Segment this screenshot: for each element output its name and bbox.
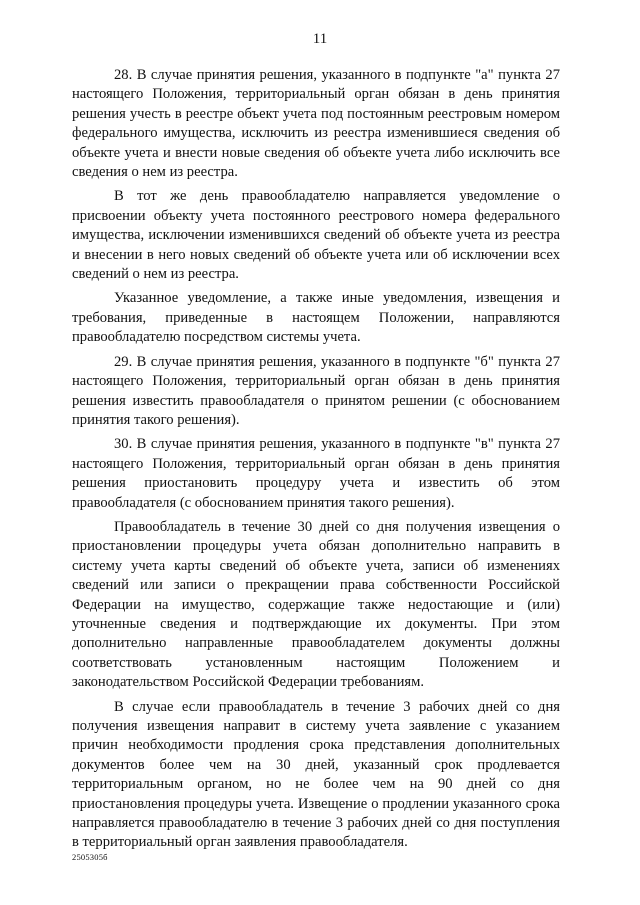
paragraph-30-days: Правообладатель в течение 30 дней со дня получения извещения о приостановлении процедуры учета обязан дополнительно направить в систему учета карты сведений об объекте учета, записи об изменениях сведений или записи о прекращении права собственности Российской Федерации на имущество, содержащие также недостающие и (или) уточненные сведения и подтверждающие их документы. При этом дополнительно направленные правообладателем документы должны соответствовать установленным настоящим Положением и законодательством Российской Федерации требованиям. — [72, 518, 560, 691]
paragraph-28: 28. В случае принятия решения, указанного в подпункте "а" пункта 27 настоящего Положения, территориальный орган обязан в день принятия решения учесть в реестре объект учета под постоянным реестровым номером федерального имущества, исключить из реестра изменившиеся сведения об объекте учета и внести новые сведения об объекте учета либо исключить все сведения о нем из реестра. — [72, 67, 560, 181]
paragraph-notification: В тот же день правообладателю направляется уведомление о присвоении объекту учета постоянного реестрового номера федерального имущества, исключении изменившихся сведений об объекте учета из реестра и внесении в него новых сведений об объекте учета или об исключении всех сведений о нем из реестра. — [72, 188, 560, 283]
paragraph-29: 29. В случае принятия решения, указанного в подпункте "б" пункта 27 настоящего Положения, территориальный орган обязан в день принятия решения известить правообладателя о принятом решении (с обоснованием принятия такого решения). — [72, 353, 560, 428]
paragraph-delivery: Указанное уведомление, а также иные уведомления, извещения и требования, приведенные в настоящем Положении, направляются правообладателю посредством системы учета. — [72, 290, 560, 346]
document-code: 2505305б — [72, 852, 108, 862]
paragraph-30: 30. В случае принятия решения, указанного в подпункте "в" пункта 27 настоящего Положения, территориальный орган обязан в день принятия решения приостановить процедуру учета и известить об этом правообладателя (с обоснованием принятия такого решения). — [72, 436, 560, 511]
document-body — [72, 66, 560, 858]
paragraph-extension: В случае если правообладатель в течение 3 рабочих дней со дня получения извещения направит в систему учета заявление с указанием причин необходимости продления срока представления дополнительных документов более чем на 30 дней, указанный срок продлевается территориальным органом, но не более чем на 90 дней со дня приостановления процедуры учета. Извещение о продлении указанного срока направляется правообладателю в течение 3 рабочих дней со дня поступления в территориальный орган заявления правообладателя. — [72, 698, 560, 851]
page-number: 11 — [312, 31, 328, 47]
